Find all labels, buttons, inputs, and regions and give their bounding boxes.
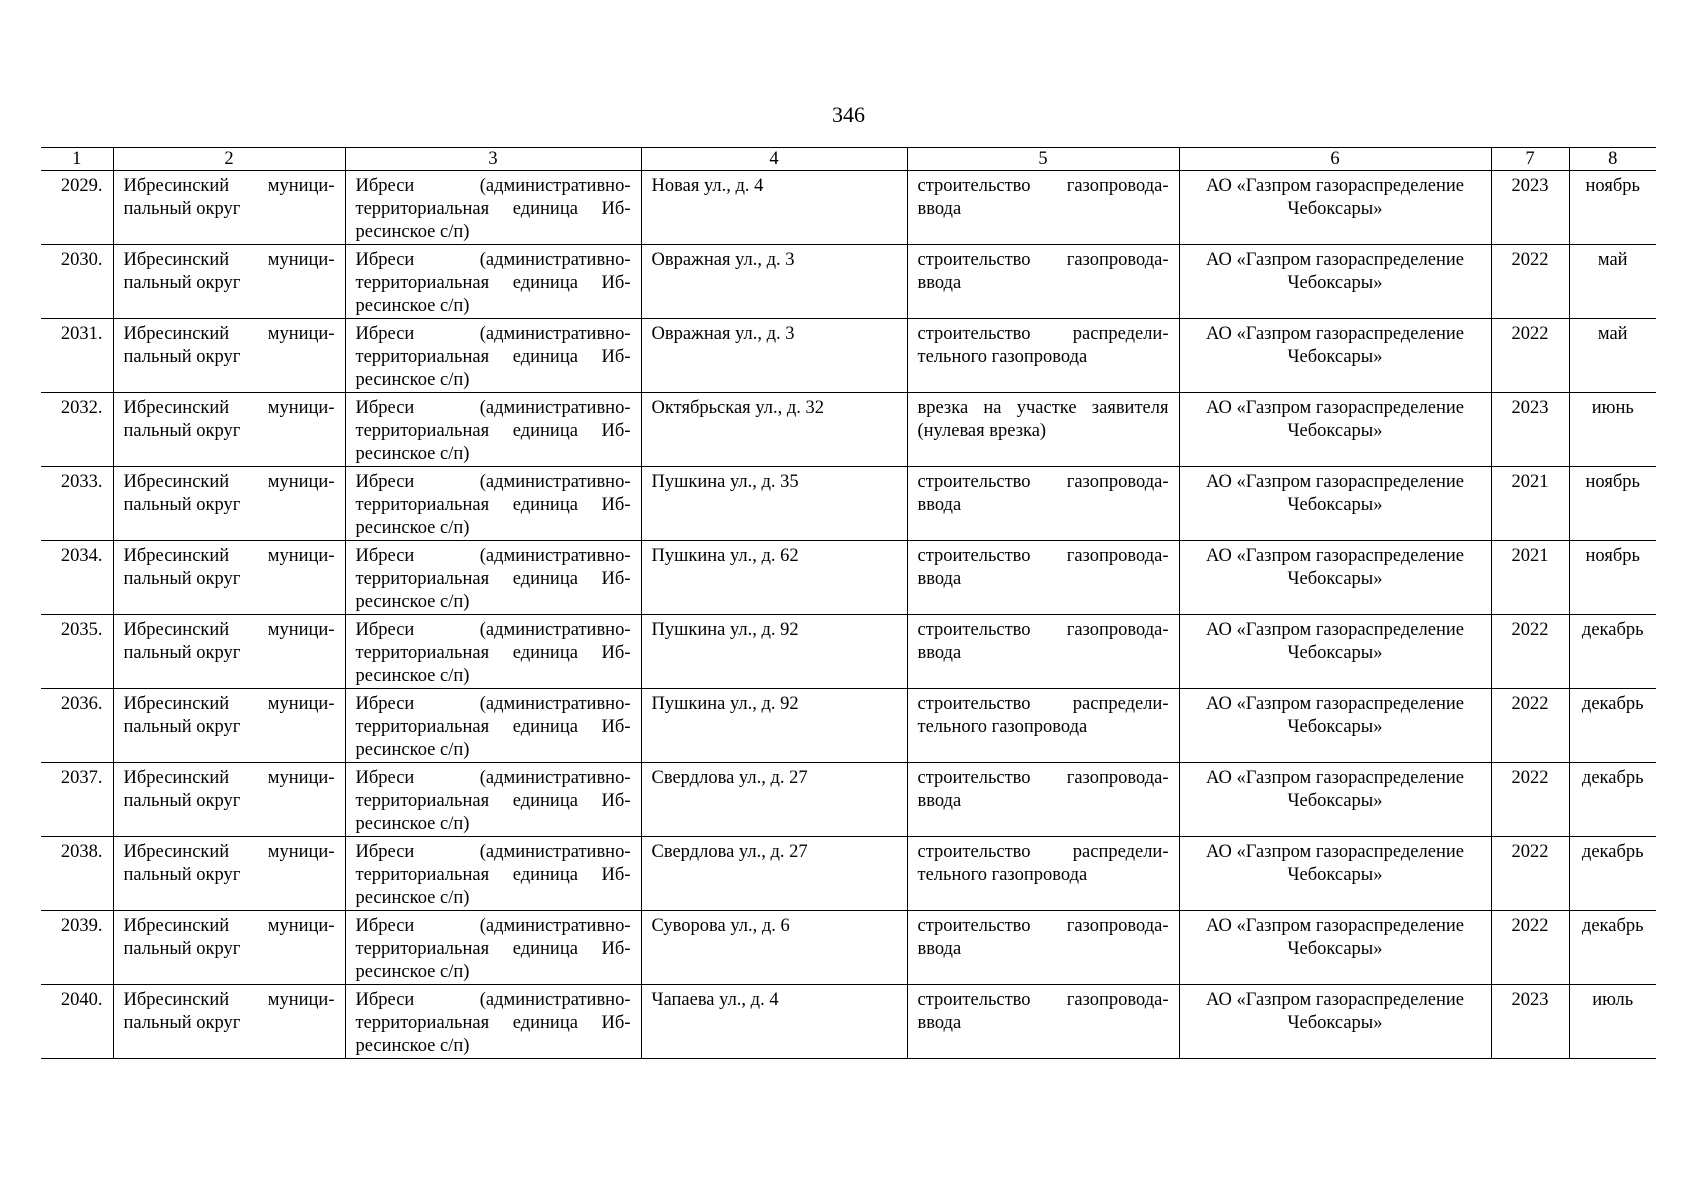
- settlement-line: территориальная единица Иб-: [355, 569, 631, 589]
- work-type-line: ввода: [917, 569, 962, 589]
- address: Овражная ул., д. 3: [651, 324, 795, 344]
- row-number-cell: [41, 615, 113, 689]
- district-cell: [113, 319, 345, 393]
- month-cell: [1569, 245, 1656, 319]
- row-number: 2037.: [60, 768, 103, 788]
- settlement-line: ресинское с/п): [355, 296, 470, 316]
- settlement-line: ресинское с/п): [355, 888, 470, 908]
- work-type-line: ввода: [917, 1013, 962, 1033]
- district-cell: [113, 467, 345, 541]
- organization-cell: [1179, 985, 1491, 1059]
- organization-cell: [1179, 319, 1491, 393]
- organization-line: Чебоксары»: [1287, 569, 1383, 589]
- year-cell: [1491, 837, 1569, 911]
- row-number: 2034.: [60, 546, 103, 566]
- work-type-line: строительство газопровода-: [917, 768, 1169, 788]
- row-number: 2040.: [60, 990, 103, 1010]
- settlement-line: территориальная единица Иб-: [355, 717, 631, 737]
- settlement-line: ресинское с/п): [355, 518, 470, 538]
- district-cell: [113, 985, 345, 1059]
- settlement-line: ресинское с/п): [355, 666, 470, 686]
- district-line: Ибресинский муници-: [123, 176, 335, 196]
- address: Новая ул., д. 4: [651, 176, 764, 196]
- address: Октябрьская ул., д. 32: [651, 398, 825, 418]
- organization-line: АО «Газпром газораспределение: [1206, 916, 1464, 936]
- district-cell: [113, 763, 345, 837]
- work-type-cell: [907, 911, 1179, 985]
- year: 2022: [1511, 768, 1549, 788]
- row-number: 2032.: [60, 398, 103, 418]
- organization-line: АО «Газпром газораспределение: [1206, 768, 1464, 788]
- address: Пушкина ул., д. 92: [651, 694, 799, 714]
- work-type-line: врезка на участке заявителя: [917, 398, 1169, 418]
- organization-line: Чебоксары»: [1287, 421, 1383, 441]
- row-number: 2039.: [60, 916, 103, 936]
- address-cell: [641, 837, 907, 911]
- work-type-line: строительство газопровода-: [917, 990, 1169, 1010]
- month-cell: [1569, 911, 1656, 985]
- row-number-cell: [41, 393, 113, 467]
- row-number-cell: [41, 985, 113, 1059]
- address-cell: [641, 171, 907, 245]
- district-line: Ибресинский муници-: [123, 768, 335, 788]
- table-row: [41, 245, 1656, 319]
- row-number-cell: [41, 911, 113, 985]
- organization-line: Чебоксары»: [1287, 347, 1383, 367]
- settlement-line: территориальная единица Иб-: [355, 1013, 631, 1033]
- month: декабрь: [1581, 694, 1644, 714]
- settlement-line: территориальная единица Иб-: [355, 495, 631, 515]
- address-cell: [641, 245, 907, 319]
- month: ноябрь: [1585, 176, 1640, 196]
- row-number: 2029.: [60, 176, 103, 196]
- table-row: [41, 171, 1656, 245]
- organization-cell: [1179, 911, 1491, 985]
- table-row: [41, 837, 1656, 911]
- work-type-line: ввода: [917, 791, 962, 811]
- organization-line: АО «Газпром газораспределение: [1206, 250, 1464, 270]
- organization-cell: [1179, 763, 1491, 837]
- work-type-cell: [907, 985, 1179, 1059]
- column-number: 1: [41, 148, 113, 171]
- work-type-line: ввода: [917, 199, 962, 219]
- work-type-line: строительство распредели-: [917, 842, 1169, 862]
- row-number: 2035.: [60, 620, 103, 640]
- month-cell: [1569, 985, 1656, 1059]
- district-line: пальный округ: [123, 1013, 241, 1033]
- work-type-cell: [907, 837, 1179, 911]
- year-cell: [1491, 985, 1569, 1059]
- month: ноябрь: [1585, 472, 1640, 492]
- district-line: пальный округ: [123, 865, 241, 885]
- organization-line: Чебоксары»: [1287, 1013, 1383, 1033]
- district-cell: [113, 615, 345, 689]
- address-cell: [641, 541, 907, 615]
- work-type-cell: [907, 541, 1179, 615]
- table-row: [41, 985, 1656, 1059]
- settlement-line: Ибреси (административно-: [355, 398, 631, 418]
- year: 2022: [1511, 620, 1549, 640]
- column-number: 5: [907, 148, 1179, 171]
- year: 2022: [1511, 250, 1549, 270]
- work-type-line: строительство газопровода-: [917, 472, 1169, 492]
- district-line: пальный округ: [123, 495, 241, 515]
- address-cell: [641, 467, 907, 541]
- work-type-cell: [907, 689, 1179, 763]
- work-type-line: строительство газопровода-: [917, 916, 1169, 936]
- work-type-cell: [907, 245, 1179, 319]
- organization-line: Чебоксары»: [1287, 273, 1383, 293]
- work-type-cell: [907, 171, 1179, 245]
- work-type-line: тельного газопровода: [917, 347, 1088, 367]
- settlement-line: Ибреси (административно-: [355, 176, 631, 196]
- district-line: Ибресинский муници-: [123, 916, 335, 936]
- settlement-line: Ибреси (административно-: [355, 842, 631, 862]
- year-cell: [1491, 689, 1569, 763]
- settlement-line: Ибреси (административно-: [355, 768, 631, 788]
- organization-cell: [1179, 393, 1491, 467]
- organization-cell: [1179, 171, 1491, 245]
- district-line: Ибресинский муници-: [123, 324, 335, 344]
- organization-line: АО «Газпром газораспределение: [1206, 990, 1464, 1010]
- district-line: Ибресинский муници-: [123, 472, 335, 492]
- organization-line: АО «Газпром газораспределение: [1206, 620, 1464, 640]
- district-line: пальный округ: [123, 347, 241, 367]
- address-cell: [641, 985, 907, 1059]
- district-cell: [113, 837, 345, 911]
- month-cell: [1569, 171, 1656, 245]
- settlement-line: ресинское с/п): [355, 962, 470, 982]
- organization-line: АО «Газпром газораспределение: [1206, 472, 1464, 492]
- row-number: 2033.: [60, 472, 103, 492]
- district-line: Ибресинский муници-: [123, 620, 335, 640]
- year: 2022: [1511, 694, 1549, 714]
- month-cell: [1569, 393, 1656, 467]
- settlement-line: территориальная единица Иб-: [355, 347, 631, 367]
- organization-cell: [1179, 541, 1491, 615]
- row-number: 2030.: [60, 250, 103, 270]
- settlement-line: ресинское с/п): [355, 740, 470, 760]
- work-type-cell: [907, 319, 1179, 393]
- settlement-cell: [345, 837, 641, 911]
- district-line: пальный округ: [123, 273, 241, 293]
- organization-line: Чебоксары»: [1287, 717, 1383, 737]
- year: 2023: [1511, 398, 1549, 418]
- page-number: 346: [832, 102, 865, 127]
- year: 2023: [1511, 176, 1549, 196]
- address: Свердлова ул., д. 27: [651, 768, 808, 788]
- settlement-cell: [345, 615, 641, 689]
- organization-line: АО «Газпром газораспределение: [1206, 842, 1464, 862]
- row-number-cell: [41, 467, 113, 541]
- work-type-line: тельного газопровода: [917, 717, 1088, 737]
- year: 2021: [1511, 472, 1549, 492]
- year-cell: [1491, 171, 1569, 245]
- month: декабрь: [1581, 768, 1644, 788]
- column-number-row: [41, 148, 1656, 171]
- address-cell: [641, 615, 907, 689]
- work-type-cell: [907, 467, 1179, 541]
- district-line: Ибресинский муници-: [123, 842, 335, 862]
- address-cell: [641, 763, 907, 837]
- settlement-cell: [345, 763, 641, 837]
- settlement-line: ресинское с/п): [355, 1036, 470, 1056]
- month: июнь: [1591, 398, 1634, 418]
- settlement-line: Ибреси (административно-: [355, 916, 631, 936]
- year-cell: [1491, 245, 1569, 319]
- year-cell: [1491, 911, 1569, 985]
- work-type-line: тельного газопровода: [917, 865, 1088, 885]
- district-line: Ибресинский муници-: [123, 546, 335, 566]
- work-type-cell: [907, 763, 1179, 837]
- district-line: пальный округ: [123, 717, 241, 737]
- row-number-cell: [41, 689, 113, 763]
- organization-line: Чебоксары»: [1287, 643, 1383, 663]
- settlement-line: территориальная единица Иб-: [355, 273, 631, 293]
- district-line: Ибресинский муници-: [123, 398, 335, 418]
- organization-cell: [1179, 467, 1491, 541]
- row-number: 2031.: [60, 324, 103, 344]
- work-type-cell: [907, 615, 1179, 689]
- settlement-line: Ибреси (административно-: [355, 472, 631, 492]
- settlement-cell: [345, 171, 641, 245]
- settlement-line: территориальная единица Иб-: [355, 939, 631, 959]
- organization-line: АО «Газпром газораспределение: [1206, 546, 1464, 566]
- column-number: 4: [641, 148, 907, 171]
- month: май: [1597, 324, 1628, 344]
- year-cell: [1491, 763, 1569, 837]
- year: 2022: [1511, 324, 1549, 344]
- organization-cell: [1179, 837, 1491, 911]
- year-cell: [1491, 319, 1569, 393]
- address: Пушкина ул., д. 35: [651, 472, 799, 492]
- settlement-line: ресинское с/п): [355, 370, 470, 390]
- row-number-cell: [41, 319, 113, 393]
- settlement-line: территориальная единица Иб-: [355, 421, 631, 441]
- district-cell: [113, 393, 345, 467]
- organization-cell: [1179, 615, 1491, 689]
- month: декабрь: [1581, 916, 1644, 936]
- organization-line: Чебоксары»: [1287, 939, 1383, 959]
- settlement-line: Ибреси (административно-: [355, 620, 631, 640]
- work-type-line: строительство распредели-: [917, 324, 1169, 344]
- district-line: Ибресинский муници-: [123, 250, 335, 270]
- table-row: [41, 393, 1656, 467]
- month-cell: [1569, 467, 1656, 541]
- address-cell: [641, 689, 907, 763]
- table-row: [41, 615, 1656, 689]
- registry-table: [41, 147, 1656, 1059]
- row-number-cell: [41, 245, 113, 319]
- settlement-line: территориальная единица Иб-: [355, 643, 631, 663]
- row-number-cell: [41, 171, 113, 245]
- settlement-cell: [345, 319, 641, 393]
- organization-cell: [1179, 245, 1491, 319]
- organization-line: Чебоксары»: [1287, 495, 1383, 515]
- district-line: пальный округ: [123, 939, 241, 959]
- district-cell: [113, 171, 345, 245]
- table-row: [41, 763, 1656, 837]
- district-cell: [113, 689, 345, 763]
- district-cell: [113, 911, 345, 985]
- year: 2023: [1511, 990, 1549, 1010]
- work-type-line: ввода: [917, 495, 962, 515]
- month: июль: [1592, 990, 1634, 1010]
- district-line: пальный округ: [123, 791, 241, 811]
- address: Чапаева ул., д. 4: [651, 990, 779, 1010]
- district-line: Ибресинский муници-: [123, 694, 335, 714]
- settlement-cell: [345, 467, 641, 541]
- settlement-line: ресинское с/п): [355, 222, 470, 242]
- year: 2022: [1511, 842, 1549, 862]
- settlement-line: территориальная единица Иб-: [355, 865, 631, 885]
- district-cell: [113, 245, 345, 319]
- address: Пушкина ул., д. 92: [651, 620, 799, 640]
- settlement-line: ресинское с/п): [355, 814, 470, 834]
- work-type-line: ввода: [917, 939, 962, 959]
- settlement-line: Ибреси (административно-: [355, 990, 631, 1010]
- work-type-line: строительство газопровода-: [917, 176, 1169, 196]
- work-type-line: строительство газопровода-: [917, 250, 1169, 270]
- address: Пушкина ул., д. 62: [651, 546, 799, 566]
- year: 2022: [1511, 916, 1549, 936]
- settlement-line: ресинское с/п): [355, 444, 470, 464]
- organization-line: Чебоксары»: [1287, 199, 1383, 219]
- table-row: [41, 911, 1656, 985]
- month: декабрь: [1581, 842, 1644, 862]
- table-row: [41, 319, 1656, 393]
- settlement-line: Ибреси (административно-: [355, 546, 631, 566]
- district-line: пальный округ: [123, 421, 241, 441]
- settlement-line: территориальная единица Иб-: [355, 199, 631, 219]
- column-number: 2: [113, 148, 345, 171]
- year-cell: [1491, 393, 1569, 467]
- settlement-line: территориальная единица Иб-: [355, 791, 631, 811]
- address-cell: [641, 319, 907, 393]
- month-cell: [1569, 541, 1656, 615]
- settlement-cell: [345, 541, 641, 615]
- address-cell: [641, 393, 907, 467]
- organization-line: АО «Газпром газораспределение: [1206, 694, 1464, 714]
- year-cell: [1491, 541, 1569, 615]
- organization-cell: [1179, 689, 1491, 763]
- address: Овражная ул., д. 3: [651, 250, 795, 270]
- column-number: 7: [1491, 148, 1569, 171]
- address: Суворова ул., д. 6: [651, 916, 790, 936]
- row-number-cell: [41, 541, 113, 615]
- month-cell: [1569, 689, 1656, 763]
- row-number-cell: [41, 837, 113, 911]
- work-type-line: строительство газопровода-: [917, 620, 1169, 640]
- settlement-cell: [345, 911, 641, 985]
- registry-body: [41, 171, 1656, 1059]
- organization-line: АО «Газпром газораспределение: [1206, 398, 1464, 418]
- table-row: [41, 689, 1656, 763]
- organization-line: Чебоксары»: [1287, 865, 1383, 885]
- table-row: [41, 467, 1656, 541]
- row-number-cell: [41, 763, 113, 837]
- district-cell: [113, 541, 345, 615]
- work-type-line: строительство газопровода-: [917, 546, 1169, 566]
- row-number: 2038.: [60, 842, 103, 862]
- work-type-cell: [907, 393, 1179, 467]
- work-type-line: ввода: [917, 643, 962, 663]
- organization-line: АО «Газпром газораспределение: [1206, 324, 1464, 344]
- month-cell: [1569, 615, 1656, 689]
- month-cell: [1569, 763, 1656, 837]
- settlement-line: ресинское с/п): [355, 592, 470, 612]
- table-row: [41, 541, 1656, 615]
- work-type-line: строительство распредели-: [917, 694, 1169, 714]
- month: декабрь: [1581, 620, 1644, 640]
- month-cell: [1569, 837, 1656, 911]
- address-cell: [641, 911, 907, 985]
- column-number: 8: [1569, 148, 1656, 171]
- row-number: 2036.: [60, 694, 103, 714]
- month: май: [1597, 250, 1628, 270]
- settlement-line: Ибреси (административно-: [355, 324, 631, 344]
- settlement-line: Ибреси (административно-: [355, 694, 631, 714]
- district-line: Ибресинский муници-: [123, 990, 335, 1010]
- column-number: 3: [345, 148, 641, 171]
- year: 2021: [1511, 546, 1549, 566]
- organization-line: Чебоксары»: [1287, 791, 1383, 811]
- district-line: пальный округ: [123, 643, 241, 663]
- month-cell: [1569, 319, 1656, 393]
- settlement-cell: [345, 985, 641, 1059]
- address: Свердлова ул., д. 27: [651, 842, 808, 862]
- settlement-line: Ибреси (административно-: [355, 250, 631, 270]
- organization-line: АО «Газпром газораспределение: [1206, 176, 1464, 196]
- month: ноябрь: [1585, 546, 1640, 566]
- settlement-cell: [345, 393, 641, 467]
- column-number: 6: [1179, 148, 1491, 171]
- work-type-line: (нулевая врезка): [917, 421, 1047, 441]
- work-type-line: ввода: [917, 273, 962, 293]
- district-line: пальный округ: [123, 199, 241, 219]
- settlement-cell: [345, 245, 641, 319]
- district-line: пальный округ: [123, 569, 241, 589]
- year-cell: [1491, 467, 1569, 541]
- year-cell: [1491, 615, 1569, 689]
- settlement-cell: [345, 689, 641, 763]
